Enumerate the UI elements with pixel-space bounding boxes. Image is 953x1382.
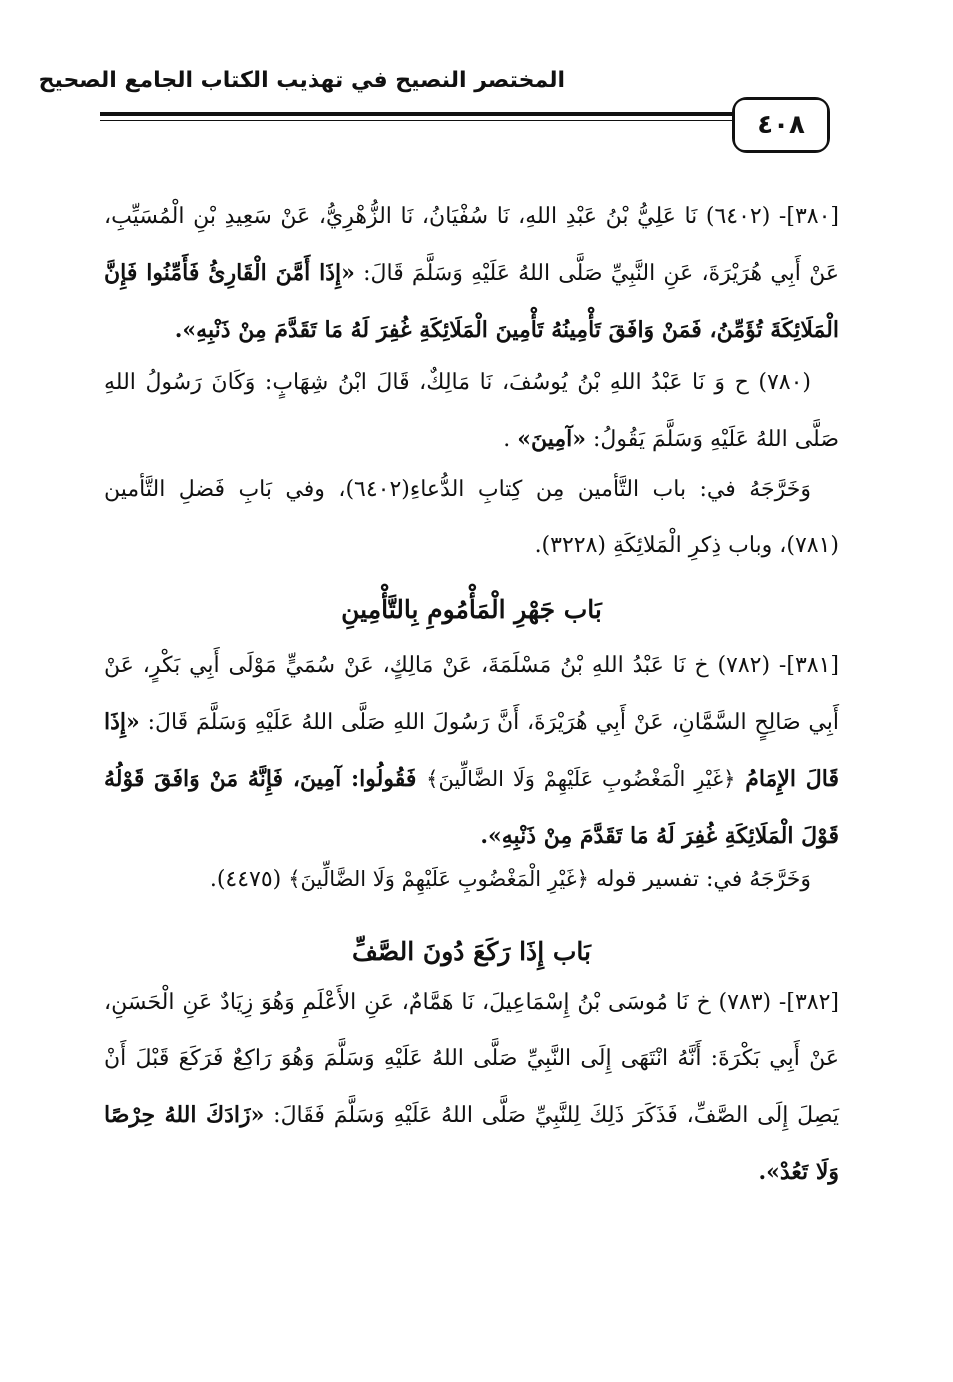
isnad-text: (٧٨٠) ح وَ نَا عَبْدُ اللهِ بْنُ يُوسُفَ، نَا مَالِكٌ، قَالَ ابْنُ شِهَابٍ: وَكَانَ رَسُولُ اللهِ صَلَّى اللهُ عَلَيْهِ وَسَلَّمَ يَقُولُ: <box>104 370 839 452</box>
hadith-paragraph <box>104 355 839 468</box>
page-number <box>733 98 829 152</box>
matn-text: «زَادَكَ اللهُ حِرْصًا وَلَا تَعُدْ». <box>104 1102 839 1185</box>
page-number-text: ٤٠٨ <box>757 110 805 140</box>
matn-text: «آمِينَ» <box>517 426 586 452</box>
hadith-paragraph <box>104 638 839 865</box>
matn-text: فَقُولُوا: آمِينَ، فَإِنَّهُ مَنْ وَافَقَ قَوْلُهُ قَوْلَ الْمَلَائِكَةِ غُفِرَ لَهُ مَا تَقَدَّمَ مِنْ ذَنْبِهِ». <box>104 766 839 849</box>
hadith-paragraph <box>104 189 839 359</box>
quran-verse: ﴿غَيْرِ الْمَغْضُوبِ عَلَيْهِمْ وَلَا الضَّالِّينَ﴾ <box>426 767 736 791</box>
punctuation-text: . <box>503 427 518 452</box>
takhrij-paragraph <box>104 851 839 908</box>
running-title: المختصر النصيح في تهذيب الكتاب الجامع الصحيح <box>38 68 565 93</box>
matn-text: «إِذَا قَالَ الإِمَامُ <box>104 709 839 792</box>
isnad-text: [٣٨٢]- (٧٨٣) خ نَا مُوسَى بْنُ إِسْمَاعِيلَ، نَا هَمَّامٌ، عَنِ الأَعْلَمِ وَهُوَ زِيَادٌ عَنِ الْحَسَنِ، عَنْ أَبِي بَكْرَةَ: أَنَّهُ انْتَهَى إِلَى النَّبِيِّ صَلَّى اللهُ عَلَيْهِ وَسَلَّمَ وَهُوَ رَاكِعٌ فَرَكَعَ قَبْلَ أَنْ يَصِلَ إِلَى الصَّفِّ، فَذَكَرَ ذَلِكَ لِلنَّبِيِّ صَلَّى اللهُ عَلَيْهِ وَسَلَّمَ فَقَالَ: <box>104 990 839 1128</box>
isnad-text: [٣٨١]- (٧٨٢) خ نَا عَبْدُ اللهِ بْنُ مَسْلَمَةَ، عَنْ مَالِكٍ، عَنْ سُمَيٍّ مَوْلَى أَبِي بَكْرٍ، عَنْ أَبِي صَالِحٍ السَّمَّانِ، عَنْ أَبِي هُرَيْرَةَ، أَنَّ رَسُولَ اللهِ صَلَّى اللهُ عَلَيْهِ وَسَلَّمَ قَالَ: <box>104 653 839 735</box>
hadith-paragraph <box>104 975 839 1201</box>
header-rule-thin <box>100 120 736 121</box>
section-heading: بَاب إِذَا رَكَعَ دُونَ الصَّفِّ <box>352 937 591 966</box>
section-heading: بَاب جَهْرِ الْمَأْمُومِ بِالتَّأْمِينِ <box>341 595 602 624</box>
takhrij-paragraph: وَخَرَّجَهُ في: باب التَّأمين مِن كِتابِ الدُّعاءِ(٦٤٠٢)، وفي بَابِ فَضلِ التَّأمين (٧٨١)، وباب ذِكرِ الْمَلائِكَةِ (٣٢٢٨). <box>104 477 839 558</box>
takhrij-text: وَخَرَّجَهُ في: تفسير قوله <box>588 867 811 892</box>
header-rule <box>100 112 736 116</box>
matn-text: «إِذَا أَمَّنَ الْقَارِئُ فَأَمِّنُوا فَإِنَّ الْمَلَائِكَةَ تُؤَمِّنُ، فَمَنْ وَافَقَ تَأْمِينُهُ تَأْمِينَ الْمَلَائِكَةِ غُفِرَ لَهُ مَا تَقَدَّمَ مِنْ ذَنْبِهِ». <box>104 260 839 343</box>
quran-verse: ﴿غَيْرِ الْمَغْضُوبِ عَلَيْهِمْ وَلَا الضَّالِّينَ﴾ <box>288 867 589 891</box>
isnad-text: [٣٨٠]- (٦٤٠٢) نَا عَلِيُّ بْنُ عَبْدِ اللهِ، نَا سُفْيَانُ، نَا الزُّهْرِيُّ، عَنْ سَعِيدِ بْنِ الْمُسَيِّبِ، عَنْ أَبِي هُرَيْرَةَ، عَنِ النَّبِيِّ صَلَّى اللهُ عَلَيْهِ وَسَلَّمَ قَالَ: <box>104 204 839 286</box>
takhrij-ref: (٤٤٧٥). <box>209 867 289 892</box>
